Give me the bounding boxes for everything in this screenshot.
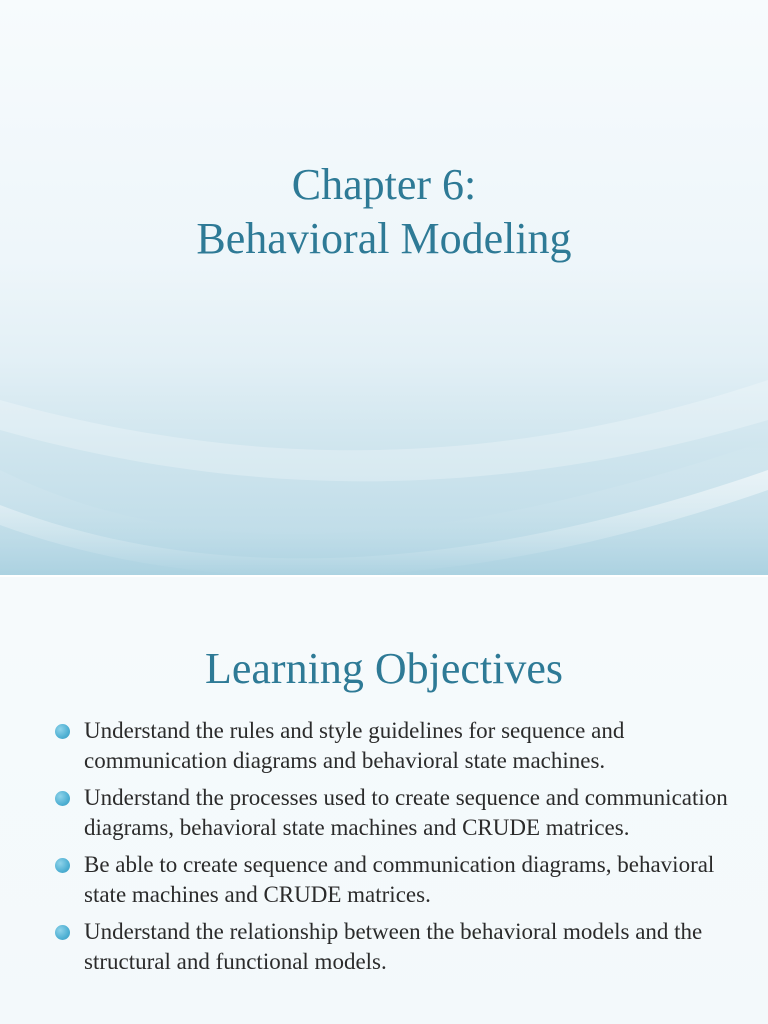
bullet-icon bbox=[55, 724, 70, 739]
bullet-icon bbox=[55, 791, 70, 806]
bullet-icon bbox=[55, 858, 70, 873]
slide-title-line-2: Behavioral Modeling bbox=[196, 214, 572, 263]
list-item-text: Understand the relationship between the behavioral models and the structural and functional models. bbox=[84, 919, 703, 974]
list-item bbox=[55, 850, 755, 910]
list-item-text: Understand the processes used to create sequence and communication diagrams, behavioral state machines and CRUDE matrices. bbox=[84, 785, 728, 840]
slide-title bbox=[0, 158, 768, 266]
list-item bbox=[55, 917, 755, 977]
slide-title-line-1: Chapter 6: bbox=[291, 160, 477, 209]
list-item-text: Be able to create sequence and communication diagrams, behavioral state machines and CRUDE matrices. bbox=[84, 852, 715, 907]
objectives-list bbox=[55, 716, 755, 984]
list-item bbox=[55, 783, 755, 843]
bullet-icon bbox=[55, 925, 70, 940]
objectives-slide bbox=[0, 577, 768, 1024]
objectives-heading: Learning Objectives bbox=[205, 644, 563, 693]
list-item bbox=[55, 716, 755, 776]
list-item-text: Understand the rules and style guidelines for sequence and communication diagrams and behavioral state machines. bbox=[84, 718, 625, 773]
